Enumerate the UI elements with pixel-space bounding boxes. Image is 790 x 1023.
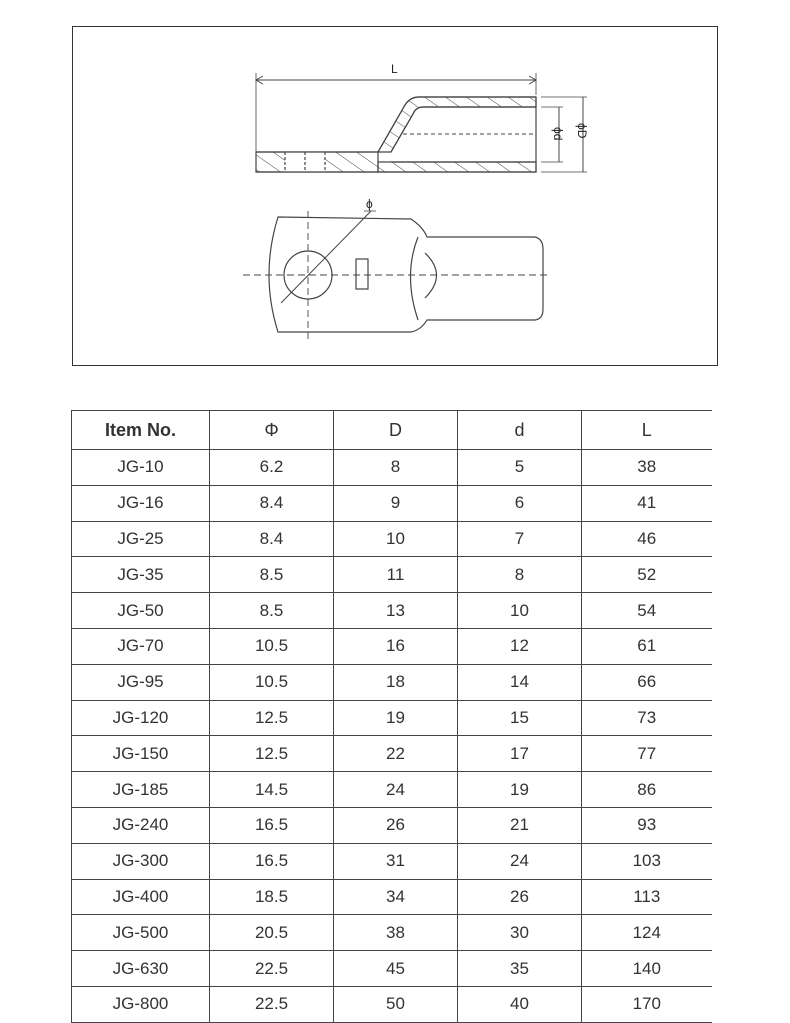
cell-item-no: JG-70 [72, 628, 210, 664]
table-row [72, 736, 712, 772]
cell-outer-diameter: 22 [334, 736, 458, 772]
technical-drawing-frame [72, 26, 718, 366]
table-row [72, 521, 712, 557]
cell-item-no: JG-800 [72, 986, 210, 1022]
cell-item-no: JG-630 [72, 951, 210, 987]
cell-phi: 16.5 [210, 807, 334, 843]
table-row [72, 593, 712, 629]
cell-phi: 14.5 [210, 772, 334, 808]
table-row [72, 700, 712, 736]
cell-inner-diameter: 21 [458, 807, 582, 843]
table-row [72, 951, 712, 987]
table-row [72, 485, 712, 521]
table-row [72, 664, 712, 700]
table-row [72, 807, 712, 843]
cell-length: 170 [582, 986, 712, 1022]
cell-phi: 22.5 [210, 986, 334, 1022]
cell-length: 124 [582, 915, 712, 951]
cell-phi: 22.5 [210, 951, 334, 987]
cell-outer-diameter: 26 [334, 807, 458, 843]
table-row [72, 450, 712, 486]
cell-outer-diameter: 8 [334, 450, 458, 486]
outer-diameter-label: ϕD [575, 123, 589, 139]
cell-item-no: JG-400 [72, 879, 210, 915]
cell-inner-diameter: 15 [458, 700, 582, 736]
cell-phi: 10.5 [210, 628, 334, 664]
cell-item-no: JG-185 [72, 772, 210, 808]
cell-item-no: JG-500 [72, 915, 210, 951]
cell-length: 77 [582, 736, 712, 772]
cell-length: 38 [582, 450, 712, 486]
header-inner-diameter: d [458, 411, 582, 450]
cell-outer-diameter: 19 [334, 700, 458, 736]
table-row [72, 628, 712, 664]
cell-item-no: JG-240 [72, 807, 210, 843]
top-view [243, 197, 551, 339]
cell-item-no: JG-35 [72, 557, 210, 593]
cell-length: 140 [582, 951, 712, 987]
cell-phi: 8.4 [210, 521, 334, 557]
table-body [72, 450, 712, 1023]
cell-length: 86 [582, 772, 712, 808]
cell-inner-diameter: 35 [458, 951, 582, 987]
table-row [72, 557, 712, 593]
cell-inner-diameter: 30 [458, 915, 582, 951]
cell-inner-diameter: 10 [458, 593, 582, 629]
header-outer-diameter: D [334, 411, 458, 450]
inner-diameter-label: ϕd [551, 127, 565, 141]
cell-length: 54 [582, 593, 712, 629]
cell-phi: 16.5 [210, 843, 334, 879]
cell-item-no: JG-16 [72, 485, 210, 521]
cell-inner-diameter: 7 [458, 521, 582, 557]
cell-item-no: JG-25 [72, 521, 210, 557]
cell-item-no: JG-50 [72, 593, 210, 629]
cell-inner-diameter: 26 [458, 879, 582, 915]
cell-outer-diameter: 11 [334, 557, 458, 593]
cell-inner-diameter: 17 [458, 736, 582, 772]
cell-outer-diameter: 16 [334, 628, 458, 664]
cell-outer-diameter: 9 [334, 485, 458, 521]
cell-phi: 8.5 [210, 557, 334, 593]
cell-item-no: JG-300 [72, 843, 210, 879]
cell-outer-diameter: 38 [334, 915, 458, 951]
cell-phi: 8.5 [210, 593, 334, 629]
cell-length: 46 [582, 521, 712, 557]
table-row [72, 772, 712, 808]
table-row [72, 843, 712, 879]
cell-inner-diameter: 12 [458, 628, 582, 664]
cell-inner-diameter: 8 [458, 557, 582, 593]
header-phi: Φ [210, 411, 334, 450]
cell-inner-diameter: 6 [458, 485, 582, 521]
cell-outer-diameter: 34 [334, 879, 458, 915]
table-header-row [72, 411, 712, 450]
cell-length: 61 [582, 628, 712, 664]
cell-inner-diameter: 24 [458, 843, 582, 879]
cell-outer-diameter: 13 [334, 593, 458, 629]
table-row [72, 915, 712, 951]
cell-outer-diameter: 45 [334, 951, 458, 987]
hole-diameter-label: ϕ [366, 197, 373, 211]
cell-item-no: JG-10 [72, 450, 210, 486]
header-length: L [582, 411, 712, 450]
cell-inner-diameter: 40 [458, 986, 582, 1022]
cell-length: 103 [582, 843, 712, 879]
cell-item-no: JG-120 [72, 700, 210, 736]
cell-outer-diameter: 24 [334, 772, 458, 808]
specification-table [71, 410, 712, 1023]
cell-length: 93 [582, 807, 712, 843]
cell-length: 41 [582, 485, 712, 521]
cell-outer-diameter: 50 [334, 986, 458, 1022]
cell-item-no: JG-150 [72, 736, 210, 772]
cell-phi: 20.5 [210, 915, 334, 951]
cell-outer-diameter: 18 [334, 664, 458, 700]
cell-length: 73 [582, 700, 712, 736]
header-item-no: Item No. [72, 411, 210, 450]
side-view [256, 62, 589, 172]
length-label: L [391, 62, 398, 76]
cell-phi: 10.5 [210, 664, 334, 700]
table-row [72, 879, 712, 915]
cell-item-no: JG-95 [72, 664, 210, 700]
cell-phi: 12.5 [210, 736, 334, 772]
cell-phi: 18.5 [210, 879, 334, 915]
cell-inner-diameter: 5 [458, 450, 582, 486]
cell-length: 52 [582, 557, 712, 593]
table-row [72, 986, 712, 1022]
cell-outer-diameter: 10 [334, 521, 458, 557]
cell-length: 66 [582, 664, 712, 700]
cell-phi: 8.4 [210, 485, 334, 521]
cell-phi: 6.2 [210, 450, 334, 486]
cell-phi: 12.5 [210, 700, 334, 736]
cell-inner-diameter: 14 [458, 664, 582, 700]
cell-outer-diameter: 31 [334, 843, 458, 879]
cell-length: 113 [582, 879, 712, 915]
cable-lug-drawing [73, 27, 719, 367]
cell-inner-diameter: 19 [458, 772, 582, 808]
